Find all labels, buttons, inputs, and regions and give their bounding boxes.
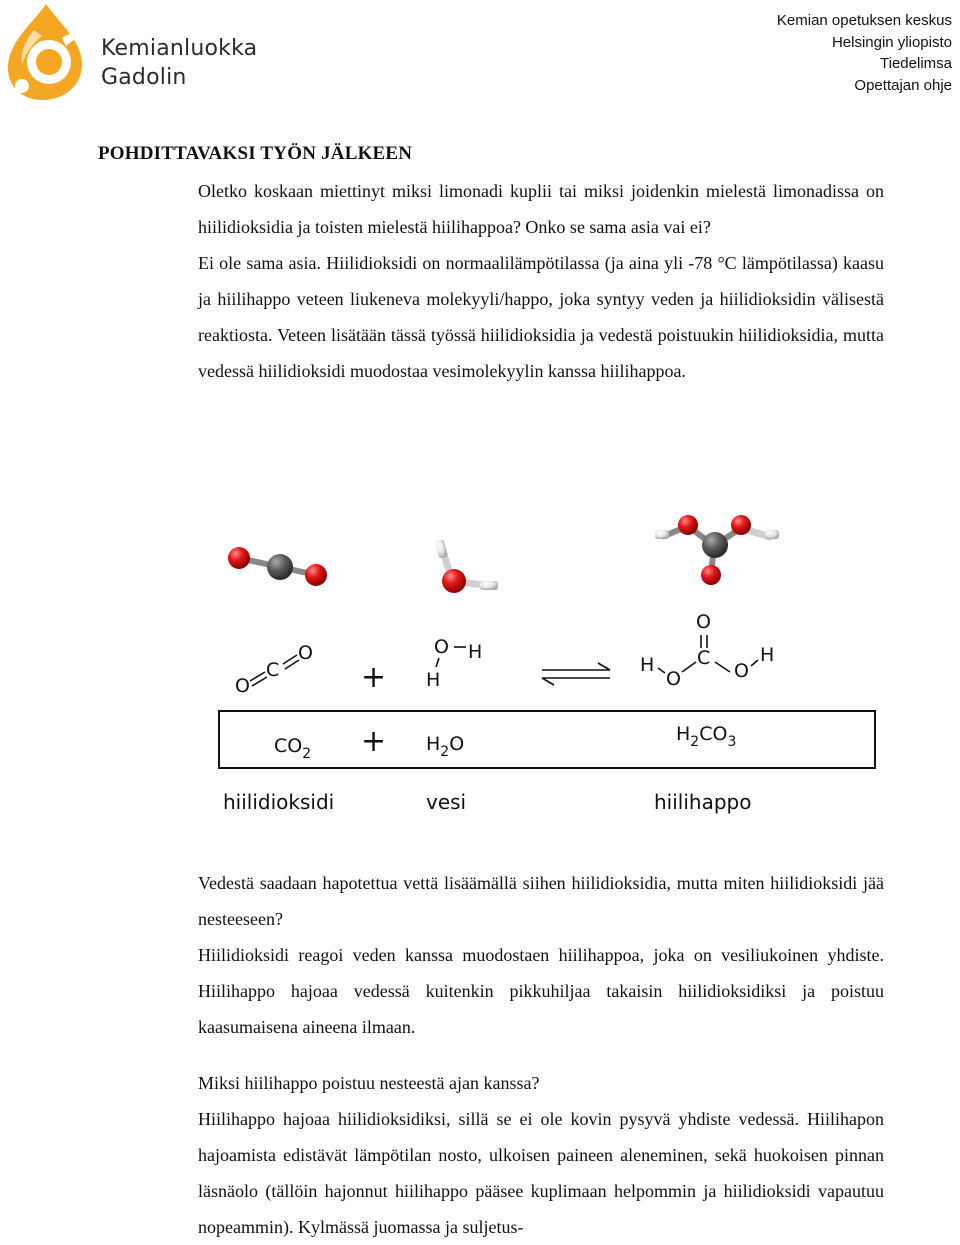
- atom-label: O: [734, 660, 749, 682]
- carbon-atom: [267, 554, 293, 580]
- name-water: vesi: [426, 790, 467, 814]
- header-line-guide: Opettajan ohje: [854, 76, 952, 94]
- atom-label: O: [235, 675, 250, 697]
- oxygen-atom: [678, 515, 698, 535]
- atom-label: O: [298, 642, 313, 664]
- atom-label: O: [666, 668, 681, 690]
- name-carbon-dioxide: hiilidioksidi: [223, 790, 335, 814]
- h2o-formula: $H_2O$: [426, 733, 465, 760]
- qa-block-1: [198, 173, 884, 389]
- h2co3-structural-formula: [640, 611, 774, 690]
- oxygen-atom: [731, 515, 751, 535]
- document-header: [777, 10, 952, 96]
- logo-wordmark: [101, 34, 257, 92]
- atom-label: O: [434, 636, 449, 658]
- compound-names: [223, 790, 751, 814]
- reaction-figure: [200, 490, 900, 830]
- plus-sign: +: [361, 724, 387, 759]
- atom-label: H: [468, 641, 483, 663]
- h2o-ball-model: [435, 539, 498, 593]
- answer-1: Ei ole sama asia. Hiilidioksidi on normaalilämpötilassa (ja aina yli -78 °C lämpötilassa) kaasu ja hiilihappo veteen liukeneva molekyyli/happo, joka syntyy veden ja hiilidioksidin välisestä reaktiosta. Veteen lisätään tässä työssä hiilidioksidia ja vedestä poistuukin hiilidioksidia, mutta vedessä hiilidioksidi muodostaa vesimolekyylin kanssa hiilihappoa.: [198, 253, 884, 381]
- atom-label: O: [696, 611, 711, 633]
- atom-label: H: [640, 654, 655, 676]
- qa-block-2: [198, 865, 884, 1045]
- header-line-university: Helsingin yliopisto: [831, 33, 952, 51]
- question-2: Vedestä saadaan hapotettua vettä lisäämällä siihen hiilidioksidia, mutta miten hiilidioksidi jää nesteeseen?: [198, 873, 884, 929]
- gadolin-logo: [4, 2, 264, 102]
- header-line-institution: Kemian opetuksen keskus: [776, 12, 952, 29]
- question-1: Oletko koskaan miettinyt miksi limonadi kuplii tai miksi joidenkin mielestä limonadissa on hiilidioksidia ja toisten mielestä hiilihappoa? Onko se sama asia vai ei?: [198, 181, 884, 237]
- oxygen-atom: [442, 569, 466, 593]
- equilibrium-arrow: [542, 663, 610, 685]
- answer-3: Hiilihappo hajoaa hiilidioksidiksi, sillä se ei ole kovin pysyvä yhdiste vedessä. Hiilihapon hajoamista edistävät lämpötilan nosto, ulkoisen paineen aleneminen, sekä huokoisen pinnan läsnäolo (tällöin hajonnut hiilihappo pääsee kuplimaan helpommin ja hiilidioksidi vapautuu nopeammin). Kylmässä juomassa ja suljetus-: [198, 1109, 884, 1237]
- hydrogen-atom: [435, 539, 448, 559]
- structural-formulas: [235, 611, 774, 697]
- oxygen-atom: [228, 547, 250, 569]
- atom-label: H: [760, 644, 775, 666]
- h2co3-ball-model: [655, 515, 779, 585]
- answer-2: Hiilidioksidi reagoi veden kanssa muodostaen hiilihappoa, joka on vesiliukoinen yhdiste. Hiilihappo hajoaa vedessä kuitenkin pikkuhiljaa takaisin hiilidioksidiksi ja poistuu kaasumaisena aineena ilmaan.: [198, 945, 884, 1037]
- co2-ball-model: [228, 547, 327, 586]
- header-line-project: Tiedelimsa: [880, 55, 952, 72]
- qa-block-3: [198, 1065, 884, 1245]
- carbon-atom: [702, 532, 728, 558]
- atom-label: C: [697, 647, 711, 669]
- hydrogen-atom: [655, 530, 669, 539]
- co2-formula: $CO_2$: [274, 735, 312, 762]
- h2o-structural-formula: [426, 636, 482, 691]
- hydrogen-atom: [480, 581, 498, 590]
- h2co3-formula: $H_2CO_3$: [676, 723, 737, 750]
- oxygen-atom: [305, 564, 327, 586]
- atom-label: H: [426, 669, 441, 691]
- question-3: Miksi hiilihappo poistuu nesteestä ajan kanssa?: [198, 1073, 540, 1093]
- section-title: POHDITTAVAKSI TYÖN JÄLKEEN: [98, 143, 413, 164]
- logo-line-1: Kemianluokka: [101, 36, 258, 61]
- name-carbonic-acid: hiilihappo: [654, 790, 752, 814]
- molecular-formulas: [274, 723, 736, 762]
- hydrogen-atom: [765, 530, 779, 539]
- plus-sign: +: [361, 660, 387, 695]
- formula-box: [219, 711, 875, 768]
- co2-structural-formula: [235, 642, 313, 697]
- atom-label: C: [266, 659, 280, 681]
- gadolin-logo-icon: [4, 2, 99, 102]
- logo-line-2: Gadolin: [101, 65, 187, 90]
- oxygen-atom: [701, 565, 721, 585]
